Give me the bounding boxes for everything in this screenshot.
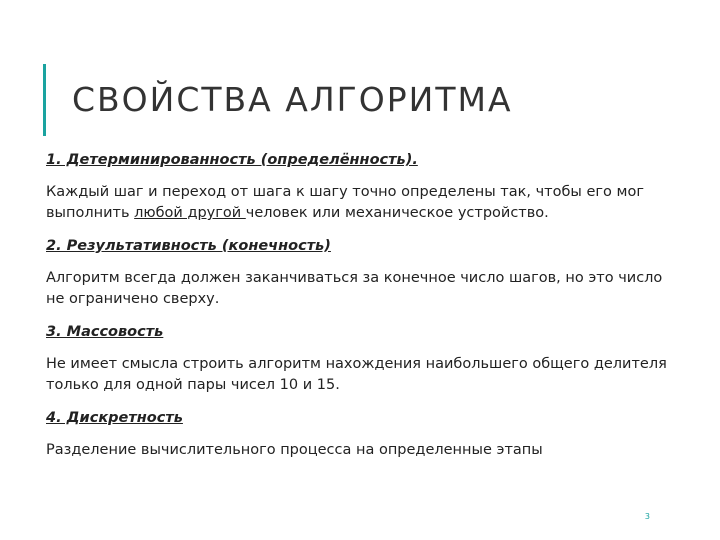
underlined-phrase: любой другой [134,205,246,221]
slide-title: СВОЙСТВА АЛГОРИТМА [72,80,513,119]
property-heading-effectiveness: 2. Результативность (конечность) [46,238,331,254]
property-text-part: человек или механическое устройство. [245,205,549,221]
property-text-part: Каждый шаг и переход от шага к шагу точно определены так, чтобы его мог выполнить [46,184,644,221]
property-text-discreteness: Разделение вычислительного процесса на определенные этапы [46,442,543,458]
property-text-massiveness: Не имеет смысла строить алгоритм нахождения наибольшего общего делителя только для одной пары чисел 10 и 15. [46,356,667,393]
title-accent-bar [43,64,46,136]
property-text-determinism [46,182,676,224]
property-heading-massiveness: 3. Массовость [46,324,164,340]
slide-content [46,150,676,473]
page-number: 3 [644,512,650,521]
property-heading-discreteness: 4. Дискретность [46,410,183,426]
property-heading-determinism: 1. Детерминированность (определённость). [46,152,418,168]
property-text-effectiveness: Алгоритм всегда должен заканчиваться за конечное число шагов, но это число не ограничено сверху. [46,270,663,307]
